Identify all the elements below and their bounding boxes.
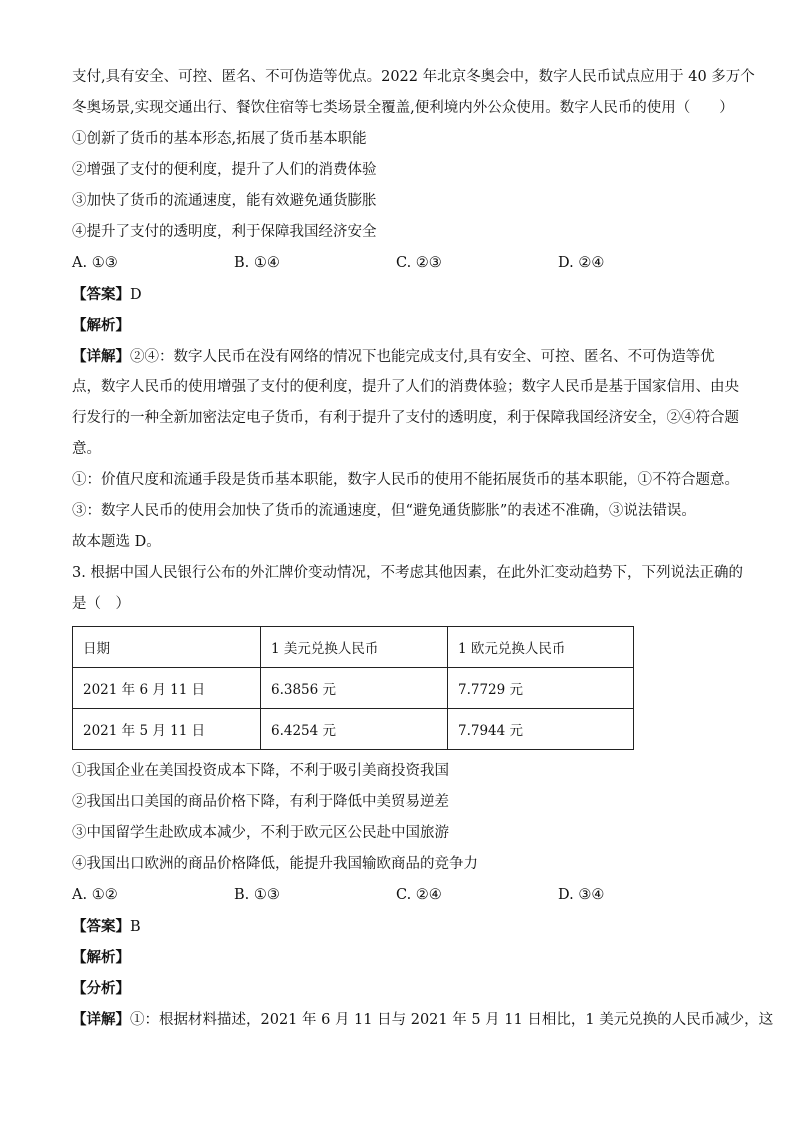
q2-stem-line: 支付,具有安全、可控、匿名、不可伪造等优点。2022 年北京冬奥会中，数字人民币试点应用于 40 多万个 [72, 69, 755, 85]
q2-analysis-label: 【解析】 [72, 317, 130, 334]
q3-item-2: ②我国出口美国的商品价格下降，有利于降低中美贸易逆差 [72, 794, 449, 810]
q3-stem-line: 是（ ） [72, 596, 130, 612]
q2-option-a: A. ①③ [72, 255, 118, 271]
q2-detail-line: 点，数字人民币的使用增强了支付的便利度，提升了人们的消费体验；数字人民币是基于国家信用、由央 [72, 379, 739, 395]
detail-text: ①：根据材料描述，2021 年 6 月 11 日与 2021 年 5 月 11 日相比，1 美元兑换的人民币减少，这 [130, 1012, 774, 1028]
q3-option-b: B. ①③ [234, 887, 280, 903]
q2-item-3: ③加快了货币的流通速度，能有效避免通货膨胀 [72, 193, 377, 209]
q2-note-line: ①：价值尺度和流通手段是货币基本职能，数字人民币的使用不能拓展货币的基本职能，①不符合题意。 [72, 472, 739, 488]
q3-fenxi-label: 【分析】 [72, 980, 130, 997]
document-page [72, 62, 774, 1035]
detail-label: 【详解】 [72, 348, 130, 365]
q2-option-b: B. ①④ [234, 255, 280, 271]
answer-label: 【答案】 [72, 918, 130, 935]
table-cell: 7.7944 元 [448, 709, 634, 750]
table-header-cell: 1 欧元兑换人民币 [448, 627, 634, 668]
q2-item-1: ①创新了货币的基本形态,拓展了货币基本职能 [72, 131, 367, 147]
q3-stem-line: 3. 根据中国人民银行公布的外汇牌价变动情况，不考虑其他因素，在此外汇变动趋势下，下列说法正确的 [72, 565, 743, 581]
table-row [73, 668, 634, 709]
q3-item-4: ④我国出口欧洲的商品价格降低，能提升我国输欧商品的竞争力 [72, 856, 478, 872]
q3-option-c: C. ②④ [396, 887, 442, 903]
q2-note-line: ③：数字人民币的使用会加快了货币的流通速度，但“避免通货膨胀”的表述不准确，③说法错误。 [72, 503, 696, 519]
q3-analysis-label: 【解析】 [72, 949, 130, 966]
q3-option-d: D. ③④ [558, 887, 605, 903]
table-cell: 6.4254 元 [261, 709, 448, 750]
q2-option-d: D. ②④ [558, 255, 605, 271]
table-cell: 2021 年 5 月 11 日 [73, 709, 261, 750]
q2-option-c: C. ②③ [396, 255, 442, 271]
table-header-row [73, 627, 634, 668]
answer-label: 【答案】 [72, 286, 130, 303]
q2-stem-line: 冬奥场景,实现交通出行、餐饮住宿等七类场景全覆盖,便利境内外公众使用。数字人民币的使用（ ） [72, 100, 734, 116]
q3-detail-line [72, 1004, 774, 1035]
q3-options [72, 880, 724, 911]
table-cell: 6.3856 元 [261, 668, 448, 709]
table-header-cell: 日期 [73, 627, 261, 668]
exchange-rate-table [72, 626, 634, 750]
q3-option-a: A. ①② [72, 887, 118, 903]
answer-value: D [130, 287, 142, 303]
q2-detail-line: 行发行的一种全新加密法定电子货币，有利于提升了支付的透明度，利于保障我国经济安全，②④符合题 [72, 410, 739, 426]
q3-item-3: ③中国留学生赴欧成本减少，不利于欧元区公民赴中国旅游 [72, 825, 449, 841]
detail-label: 【详解】 [72, 1011, 130, 1028]
q2-item-2: ②增强了支付的便利度，提升了人们的消费体验 [72, 162, 377, 178]
q2-item-4: ④提升了支付的透明度，利于保障我国经济安全 [72, 224, 377, 240]
table-header-cell: 1 美元兑换人民币 [261, 627, 448, 668]
q2-answer [72, 279, 724, 310]
table-row [73, 709, 634, 750]
q2-options [72, 248, 724, 279]
q3-answer [72, 911, 724, 942]
detail-text: ②④：数字人民币在没有网络的情况下也能完成支付,具有安全、可控、匿名、不可伪造等优 [130, 349, 715, 365]
q2-detail-line: 意。 [72, 441, 101, 457]
table-cell: 2021 年 6 月 11 日 [73, 668, 261, 709]
q3-item-1: ①我国企业在美国投资成本下降，不利于吸引美商投资我国 [72, 763, 449, 779]
answer-value: B [130, 919, 141, 935]
table-cell: 7.7729 元 [448, 668, 634, 709]
q2-conclusion: 故本题选 D。 [72, 534, 161, 550]
q2-detail-line [72, 341, 724, 372]
